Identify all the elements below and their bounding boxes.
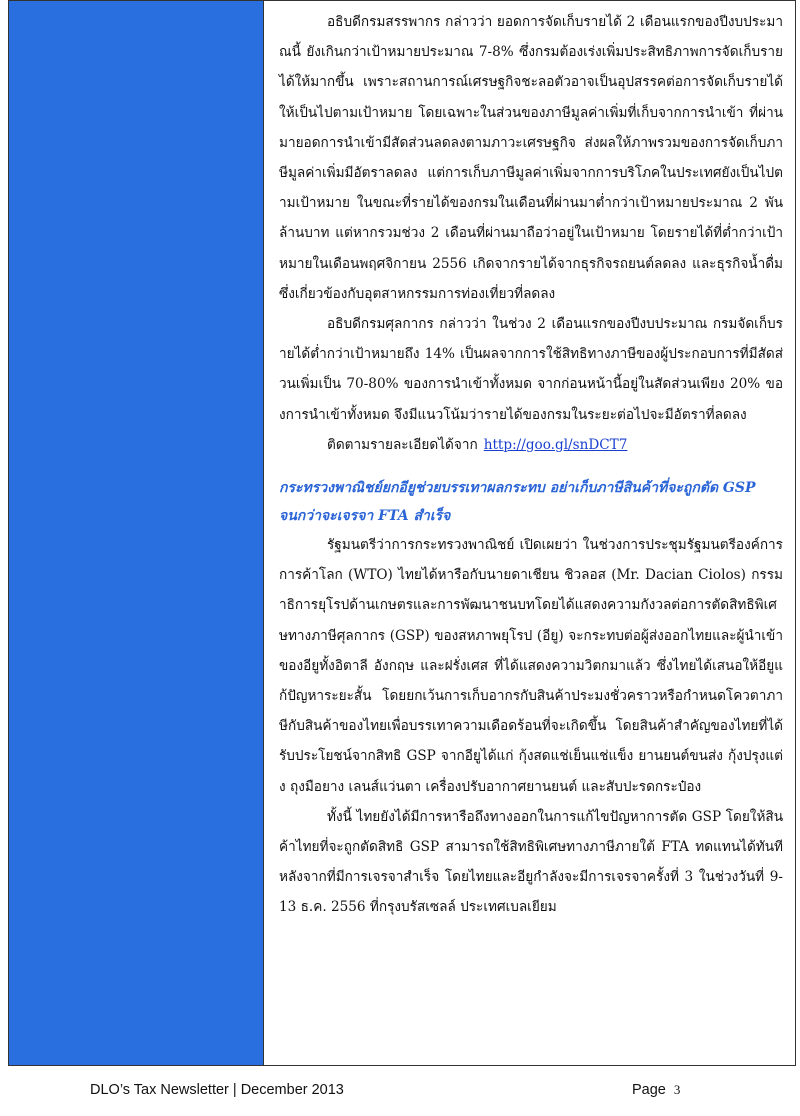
page-label: Page — [632, 1082, 666, 1098]
details-link[interactable]: http://goo.gl/snDCT7 — [483, 436, 628, 453]
follow-details-line — [279, 430, 783, 460]
page-frame — [8, 0, 796, 1066]
newsletter-title: DLO’s Tax Newsletter | December 2013 — [90, 1082, 344, 1098]
customs-department-paragraph: อธิบดีกรมศุลกากร กล่าวว่า ในช่วง 2 เดือนแรกของปีงบประมาณ กรมจัดเก็บรายได้ต่ำกว่าเป้าหมายถึง 14% เป็นผลจากการใช้สิทธิทางภาษีของผู้ประกอบการที่มีสัดส่วนเพิ่มเป็น 70-80% ของการนำเข้าทั้งหมด จากก่อนหน้านี้อยู่ในสัดส่วนเพียง 20% ของการนำเข้าทั้งหมด จึงมีแนวโน้มว่ารายได้ของกรมในระยะต่อไปจะมีอัตราที่ลดลง — [279, 316, 783, 423]
gsp-solution-paragraph: ทั้งนี้ ไทยยังได้มีการหารือถึงทางออกในการแก้ไขปัญหาการตัด GSP โดยให้สินค้าไทยที่จะถูกตัดสิทธิ GSP สามารถใช้สิทธิพิเศษทางภาษีภายใต้ FTA ทดแทนได้ทันทีหลังจากที่มีการเจรจาสำเร็จ โดยไทยและอียูกำลังจะมีการเจรจาครั้งที่ 3 ในช่วงวันที่ 9-13 ธ.ค. 2556 ที่กรุงบรัสเซลล์ ประเทศเบลเยียม — [279, 808, 783, 916]
article-content — [265, 1, 795, 1065]
blue-sidebar — [9, 1, 264, 1065]
revenue-department-paragraph: อธิบดีกรมสรรพากร กล่าวว่า ยอดการจัดเก็บรายได้ 2 เดือนแรกของปีงบประมาณนี้ ยังเกินกว่าเป้าหมายประมาณ 7-8% ซึ่งกรมต้องเร่งเพิ่มประสิทธิภาพการจัดเก็บรายได้ให้มากขึ้น เพราะสถานการณ์เศรษฐกิจชะลอตัวอาจเป็นอุปสรรคต่อการจัดเก็บรายได้ให้เป็นไปตามเป้าหมาย โดยเฉพาะในส่วนของภาษีมูลค่าเพิ่มที่เก็บจากการนำเข้า ที่ผ่านมายอดการนำเข้ามีสัดส่วนลดลงตามภาวะเศรษฐกิจ ส่งผลให้ภาพรวมของการจัดเก็บภาษีมูลค่าเพิ่มมีอัตราลดลง แต่การเก็บภาษีมูลค่าเพิ่มจากการบริโภคในประเทศยังเป็นไปตามเป้าหมาย ในขณะที่รายได้ของกรมในเดือนที่ผ่านมาต่ำกว่าเป้าหมายประมาณ 2 พันล้านบาท แต่หากรวมช่วง 2 เดือนที่ผ่านมาถือว่าอยู่ในเป้าหมาย โดยรายได้ที่ต่ำกว่าเป้าหมายในเดือนพฤศจิกายน 2556 เกิดจากรายได้จากธุรกิจรถยนต์ลดลง และธุรกิจน้ำดื่ม ซึ่งเกี่ยวข้องกับอุตสาหกรรมการท่องเที่ยวที่ลดลง — [279, 14, 783, 302]
page-number: 3 — [673, 1082, 681, 1097]
commerce-minister-paragraph: รัฐมนตรีว่าการกระทรวงพาณิชย์ เปิดเผยว่า ในช่วงการประชุมรัฐมนตรีองค์การการค้าโลก (WTO) ไทยได้หารือกับนายดาเชียน ชิวลอส (Mr. Dacian Ciolos) กรรมาธิการยุโรปด้านเกษตรและการพัฒนาชนบทโดยได้แสดงความกังวลต่อการตัดสิทธิพิเศษทางภาษีศุลกากร (GSP) ของสหภาพยุโรป (อียู) จะกระทบต่อผู้ส่งออกไทยและผู้นำเข้าของอียูทั้งอิตาลี อังกฤษ และฝรั่งเศส ที่ได้แสดงความวิตกมาแล้ว ซึ่งไทยได้เสนอให้อียูแก้ปัญหาระยะสั้น โดยยกเว้นการเก็บอากรกับสินค้าประมงชั่วคราวหรือกำหนดโควตาภาษีกับสินค้าของไทยเพื่อบรรเทาความเดือดร้อนที่จะเกิดขึ้น โดยสินค้าสำคัญของไทยที่ได้รับประโยชน์จากสิทธิ GSP จากอียูได้แก่ กุ้งสดแช่เย็นแช่แข็ง ยานยนต์ขนส่ง กุ้งปรุงแต่ง ถุงมือยาง เลนส์แว่นตา เครื่องปรับอากาศยานยนต์ และสับปะรดกระป๋อง — [279, 537, 783, 795]
page-indicator — [632, 1082, 680, 1098]
news-headline: กระทรวงพาณิชย์ยกอียูช่วยบรรเทาผลกระทบ อย่าเก็บภาษีสินค้าที่จะถูกตัด GSP จนกว่าจะเจรจา FTA สำเร็จ — [279, 480, 756, 525]
follow-details-label: ติดตามรายละเอียดได้จาก — [327, 436, 478, 453]
